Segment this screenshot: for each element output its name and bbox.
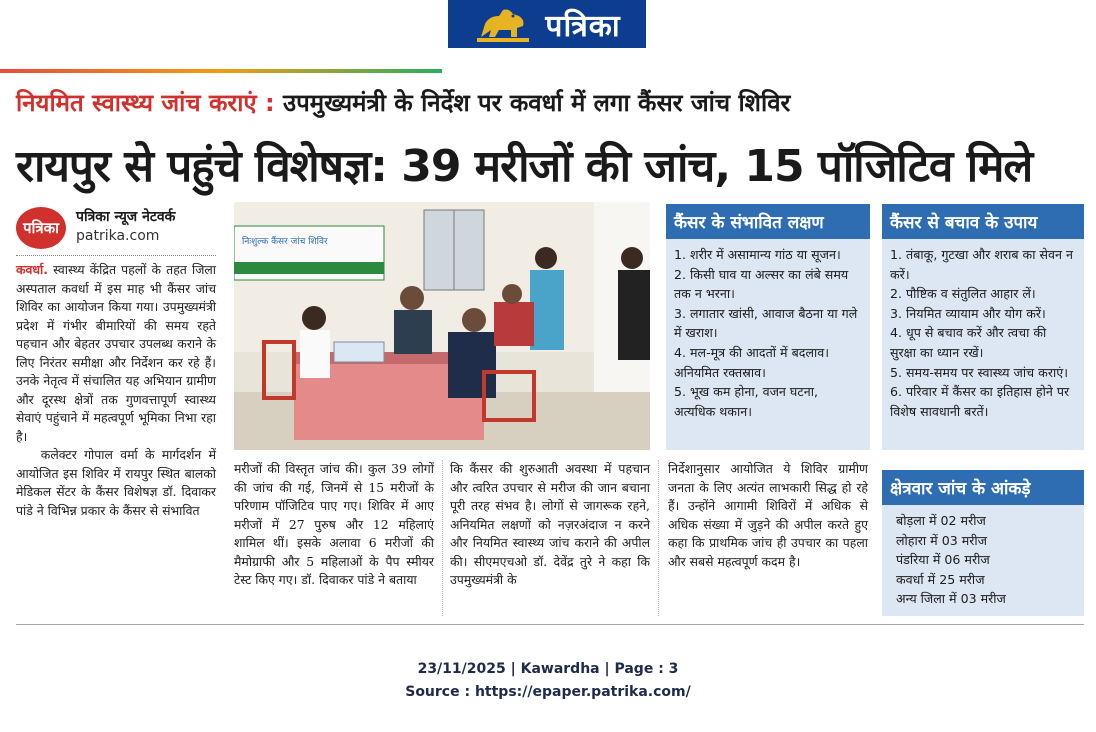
list-item: 1. शरीर में असामान्य गांठ या सूजन। (674, 247, 841, 262)
symptoms-box (666, 204, 870, 450)
column-divider (442, 460, 443, 616)
column-divider (658, 460, 659, 616)
article-column-4: निर्देशानुसार आयोजित ये शिविर ग्रामीण जनता के लिए अत्यंत लाभकारी सिद्ध हो रहे हैं। उन्होंने आगामी शिविरों में अधिक से अधिक संख्या में जुड़ने की अपील करते हुए कहा कि प्राथमिक जांच ही उपचार का पहला और सबसे महत्वपूर्ण कदम है। (668, 461, 868, 569)
bottom-divider (16, 624, 1084, 625)
kicker-lead: नियमित स्वास्थ्य जांच कराएं : (16, 89, 275, 117)
masthead (448, 0, 646, 48)
list-item: पंडरिया में 06 मरीज (896, 552, 990, 568)
region-stats-title: क्षेत्रवार जांच के आंकड़े (882, 470, 1084, 505)
byline-divider (16, 255, 216, 256)
photo-banner: निःशुल्क कैंसर जांच शिविर (242, 237, 328, 247)
camp-photo-illustration (234, 202, 650, 450)
byline-name: पत्रिका न्यूज नेटवर्क (76, 209, 176, 225)
list-item: 4. धूप से बचाव करें और त्वचा की सुरक्षा का ध्यान रखें। (890, 325, 1047, 360)
list-item: 1. तंबाकू, गुटखा और शराब का सेवन न करें। (890, 247, 1073, 282)
footer (0, 658, 1096, 704)
headline: रायपुर से पहुंचे विशेषज्ञ: 39 मरीजों की जांच, 15 पॉजिटिव मिले (16, 141, 1033, 192)
article-paragraph: कलेक्टर गोपाल वर्मा के मार्गदर्शन में आयोजित इस शिविर में रायपुर स्थित बालको मेडिकल सेंटर के कैंसर विशेषज्ञ डॉ. दिवाकर पांडे ने विभिन्न प्रकार के कैंसर से संभावित (16, 447, 216, 518)
prevention-list (882, 239, 1084, 427)
list-item: कवर्धा में 25 मरीज (896, 571, 985, 587)
article-column-2: मरीजों की विस्तृत जांच की। कुल 39 लोगों की जांच की गई, जिनमें से 15 मरीजों के परिणाम पॉजिटिव पाए गए। शिविर में आए मरीजों में 27 पुरुष और 12 महिलाएं शामिल थीं। इसके अलावा 6 मरीजों की मैमोग्राफी और 5 महिलाओं के पैप स्मीयर टेस्ट किए गए। डॉ. दिवाकर पांडे ने बताया (234, 461, 434, 587)
list-item: 4. मल-मूत्र की आदतों में बदलाव। अनियमित रक्तस्राव। (674, 344, 830, 380)
article-paragraph (16, 261, 216, 446)
masthead-rule (0, 69, 442, 73)
list-item: 5. भूख कम होना, वजन घटना, अत्यधिक थकान। (674, 384, 818, 419)
list-item: लोहारा में 03 मरीज (896, 532, 988, 548)
footer-source-line: Source : https://epaper.patrika.com/ (405, 684, 691, 700)
list-item: 2. किसी घाव या अल्सर का लंबे समय तक न भरना। (674, 266, 849, 302)
list-item: बोड़ला में 02 मरीज (896, 513, 986, 528)
prevention-box (882, 204, 1084, 450)
footer-date-line: 23/11/2025 | Kawardha | Page : 3 (417, 661, 679, 677)
list-item: 3. लगातार खांसी, आवाज बैठना या गले में खराश। (674, 305, 858, 341)
article-column-1 (16, 261, 216, 520)
list-item: 2. पौष्टिक व संतुलित आहार लें। (890, 286, 1036, 302)
region-stats-box (882, 470, 1084, 616)
list-item: अन्य जिला में 03 मरीज (896, 591, 1006, 607)
byline-website: patrika.com (76, 228, 160, 244)
list-item: 5. समय-समय पर स्वास्थ्य जांच कराएं। (890, 364, 1068, 380)
lion-icon (473, 4, 533, 44)
article-column-3: कि कैंसर की शुरुआती अवस्था में पहचान और त्वरित उपचार से मरीज की जान बचाना पूरी तरह संभव है। लोगों से जागरूक रहने, अनियमित लक्षणों को नज़रअंदाज न करने और नियमित स्वास्थ्य जांच कराने की अपील की। सीएमएचओ डॉ. देवेंद्र तुरे ने कहा कि उपमुख्यमंत्री के (450, 461, 650, 587)
paragraph-text: स्वास्थ्य केंद्रित पहलों के तहत जिला अस्पताल कवर्धा में इस माह भी कैंसर जांच शिविर का आयोजन किया गया। उपमुख्यमंत्री प्रदेश में गंभीर बीमारियों की समय रहते पहचान और बेहतर उपचार उपलब्ध कराने के लिए निरंतर समीक्षा और निर्देशन कर रहे हैं। उनके नेतृत्व में संचालित यह अभियान ग्रामीण और दूरस्थ क्षेत्रों तक गुणवत्तापूर्ण स्वास्थ्य सेवाएं पहुंचाने में महत्वपूर्ण भूमिका निभा रहा है। (16, 262, 216, 444)
news-photo (234, 202, 650, 450)
kicker-rest: उपमुख्यमंत्री के निर्देश पर कवर्धा में लगा कैंसर जांच शिविर (274, 89, 791, 117)
prevention-title: कैंसर से बचाव के उपाय (882, 204, 1084, 239)
byline-logo: पत्रिका (16, 207, 66, 249)
region-stats-list (882, 505, 1084, 615)
dateline: कवर्धा. (16, 262, 48, 277)
list-item: 6. परिवार में कैंसर का इतिहास होने पर विशेष सावधानी बरतें। (890, 384, 1070, 419)
masthead-title: पत्रिका (545, 8, 621, 44)
symptoms-title: कैंसर के संभावित लक्षण (666, 204, 870, 239)
symptoms-list (666, 239, 870, 427)
kicker (16, 86, 790, 119)
list-item: 3. नियमित व्यायाम और योग करें। (890, 305, 1046, 321)
